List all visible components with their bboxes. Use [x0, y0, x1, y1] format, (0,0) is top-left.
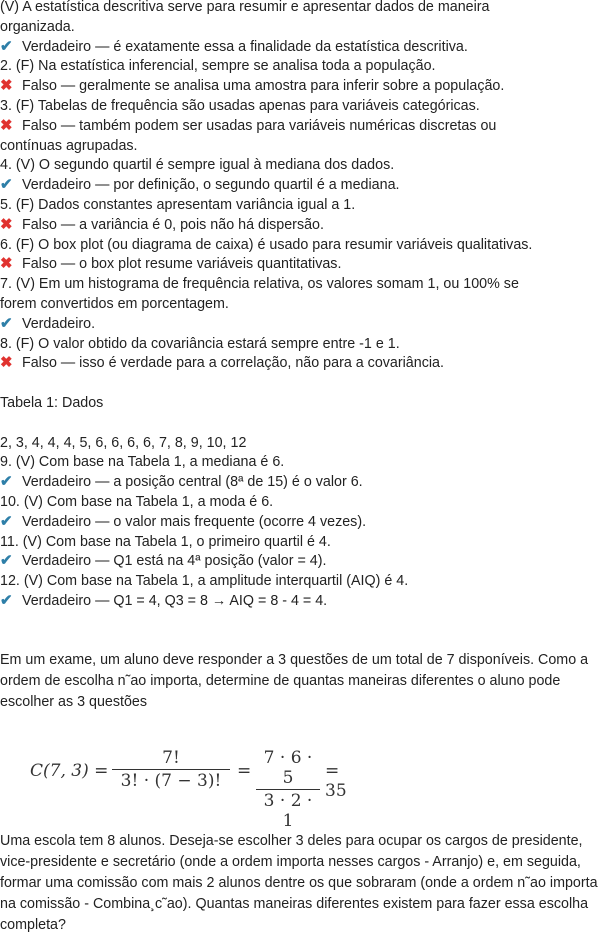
formula-result: = 35: [325, 761, 347, 801]
line-text: contínuas agrupadas.: [0, 137, 138, 154]
formula-equals: =: [237, 761, 252, 781]
line-text: Verdadeiro — Q1 está na 4ª posição (valor = 4).: [18, 553, 327, 570]
line-text: Verdadeiro — é exatamente essa a finalidade da estatística descritiva.: [18, 38, 468, 55]
line-text: 2, 3, 4, 4, 4, 5, 6, 6, 6, 6, 7, 8, 9, 10, 12: [0, 434, 247, 451]
cross-icon: ✖: [0, 77, 13, 95]
statement-line-4: [0, 56, 436, 76]
line-text: 3. (F) Tabelas de frequência são usadas apenas para variáveis categóricas.: [0, 98, 480, 114]
verdict-line-12: [0, 215, 324, 235]
formula-fraction-1: [112, 748, 230, 791]
line-text: 11. (V) Com base na Tabela 1, o primeiro quartil é 4.: [0, 533, 331, 550]
statement-line-18: [0, 334, 400, 354]
line-text: 5. (F) Dados constantes apresentam variância igual a 1.: [0, 197, 356, 213]
verdict-line-7: [0, 116, 496, 136]
statement-line-16: [0, 294, 229, 314]
check-icon: ✔: [0, 176, 13, 194]
statement-line-23: [0, 433, 246, 453]
line-text: Falso — o box plot resume variáveis quantitativas.: [18, 256, 342, 273]
line-text: 12. (V) Com base na Tabela 1, a amplitude interquartil (AIQ) é 4.: [0, 573, 409, 590]
cross-icon: ✖: [0, 354, 13, 372]
line-text: 7. (V) Em um histograma de frequência relativa, os valores somam 1, ou 100% se: [0, 276, 519, 293]
check-icon: ✔: [0, 37, 13, 55]
formula-fraction-1-denominator: 3! · (7 − 3)!: [120, 771, 222, 791]
statement-line-6: [0, 96, 480, 116]
statement-line-30: [0, 571, 408, 591]
verdict-line-31: [0, 591, 327, 611]
line-text: 9. (V) Com base na Tabela 1, a mediana é 6.: [0, 454, 285, 471]
check-icon: ✔: [0, 592, 13, 609]
line-text: Verdadeiro.: [18, 315, 96, 332]
line-text: Falso — a variância é 0, pois não há dispersão.: [18, 216, 324, 233]
check-icon: ✔: [0, 314, 13, 332]
statement-line-2: [0, 17, 75, 37]
line-text: forem convertidos em porcentagem.: [0, 296, 229, 312]
check-icon: ✔: [0, 552, 13, 570]
statement-line-15: [0, 274, 519, 294]
line-text: Falso — também podem ser usadas para variáveis numéricas discretas ou: [18, 117, 497, 134]
statement-line-11: [0, 195, 355, 215]
formula-fraction-2: [256, 748, 320, 831]
question-combination: Em um exame, um aluno deve responder a 3 questões de um total de 7 disponíveis. Como a ordem de escolha n˜ao importa, determine de quantas maneiras diferentes o aluno pode escolher as 3 questões: [0, 652, 589, 710]
statement-line-24: [0, 452, 284, 472]
verdict-line-3: [0, 37, 468, 57]
statement-line-13: [0, 235, 532, 255]
formula-fraction-2-numerator: 7 · 6 · 5: [263, 748, 313, 788]
verdict-line-14: [0, 254, 341, 274]
statement-line-26: [0, 492, 273, 512]
combination-formula: [30, 748, 350, 831]
verdict-line-5: [0, 76, 504, 96]
line-text: 6. (F) O box plot (ou diagrama de caixa) é usado para resumir variáveis qualitativas.: [0, 236, 533, 253]
verdict-line-10: [0, 175, 400, 195]
verdict-line-27: [0, 512, 366, 532]
verdict-line-17: [0, 314, 95, 334]
formula-fraction-2-denominator: 3 · 2 · 1: [263, 791, 313, 831]
line-text: Falso — geralmente se analisa uma amostra para inferir sobre a população.: [18, 78, 505, 95]
line-text: Verdadeiro — a posição central (8ª de 15) é o valor 6.: [18, 474, 363, 491]
statement-line-8: [0, 136, 138, 156]
check-icon: ✔: [0, 473, 13, 491]
line-text: 8. (F) O valor obtido da covariância estará sempre entre -1 e 1.: [0, 335, 400, 352]
verdict-line-19: [0, 353, 444, 373]
statement-line-9: [0, 155, 394, 175]
cross-icon: ✖: [0, 215, 13, 233]
question-arrangement: Uma escola tem 8 alunos. Deseja-se escolher 3 deles para ocupar os cargos de presidente, vice-presidente e secretário (onde a ordem importa nesses cargos - Arranjo) e, em seguida, formar uma comissão com mais 2 alunos dentre os que sobraram (onde a ordem n˜ao importa na comissão - Combina¸c˜ao). Quantas maneiras diferentes existem para fazer essa escolha completa?: [0, 833, 598, 933]
line-text: organizada.: [0, 18, 75, 35]
line-text: Tabela 1: Dados: [0, 395, 104, 411]
verdict-line-29: [0, 551, 326, 571]
line-text: Verdadeiro — Q1 = 4, Q3 = 8 → AIQ = 8 - 4 = 4.: [18, 593, 328, 609]
line-text: 2. (F) Na estatística inferencial, sempre se analisa toda a população.: [0, 58, 436, 75]
cross-icon: ✖: [0, 255, 13, 273]
statement-line-1: [0, 0, 490, 17]
line-text: 10. (V) Com base na Tabela 1, a moda é 6.: [0, 494, 274, 510]
line-text: Falso — isso é verdade para a correlação, não para a covariância.: [18, 355, 444, 372]
statement-line-21: [0, 393, 103, 413]
formula-fraction-1-numerator: 7!: [162, 748, 180, 768]
line-text: (V) A estatística descritiva serve para resumir e apresentar dados de maneira: [0, 0, 490, 15]
check-icon: ✔: [0, 512, 13, 530]
line-text: Verdadeiro — o valor mais frequente (ocorre 4 vezes).: [18, 513, 367, 530]
line-text: Verdadeiro — por definição, o segundo quartil é a mediana.: [18, 177, 400, 194]
verdict-line-25: [0, 472, 363, 492]
line-text: 4. (V) O segundo quartil é sempre igual à mediana dos dados.: [0, 157, 395, 174]
cross-icon: ✖: [0, 116, 13, 134]
formula-lhs: C(7, 3) =: [30, 761, 109, 781]
statement-line-28: [0, 532, 331, 552]
